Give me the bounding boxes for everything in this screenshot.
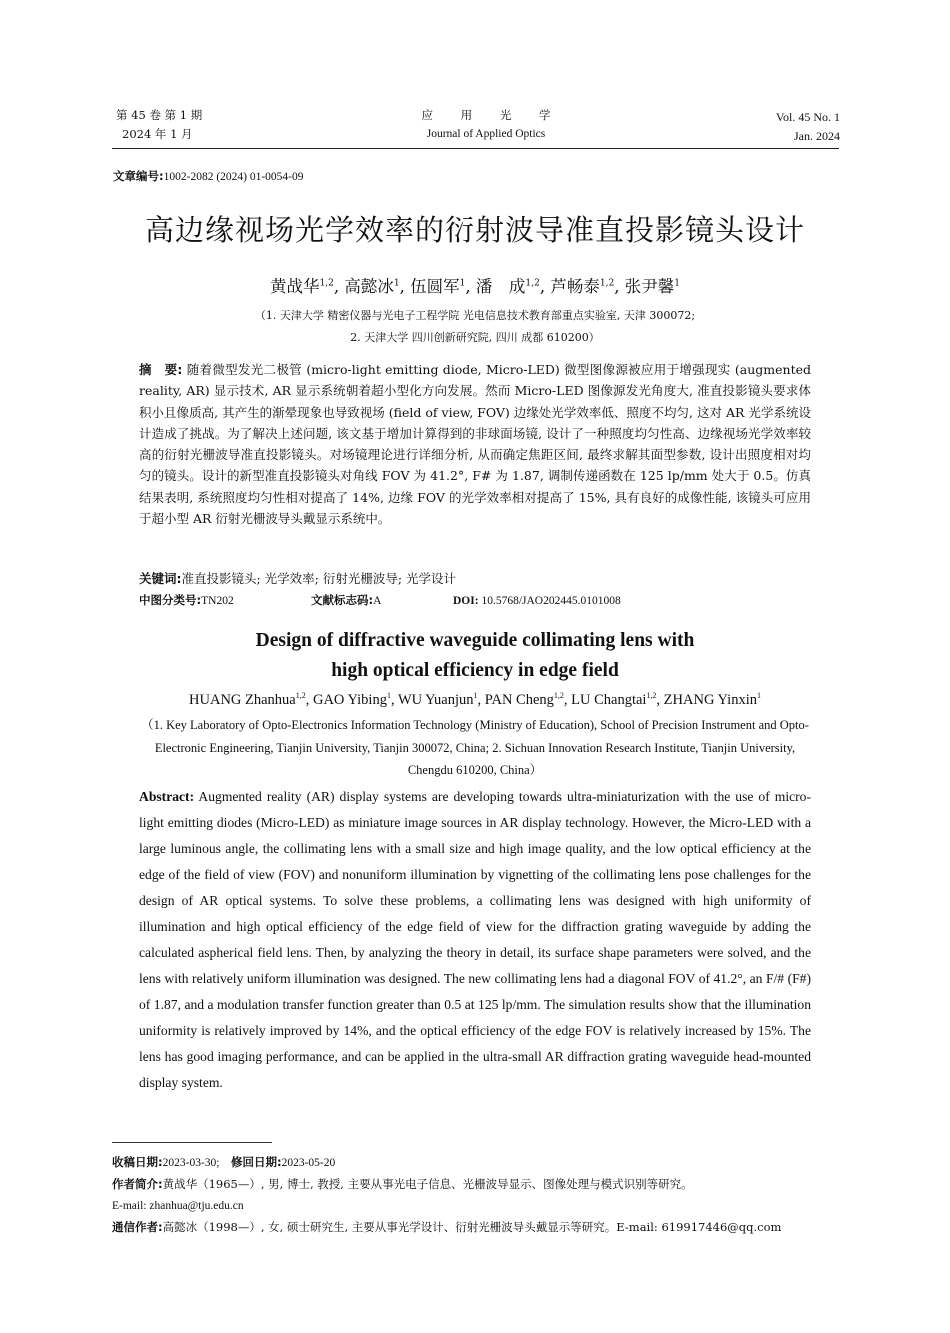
doc-code-label: 文献标志码: [311, 593, 374, 607]
affiliation-en: （1. Key Laboratory of Opto-Electronics Information Technology (Ministry of Education), School of Precision Instrument and Opto-Electronic Engineering, Tianjin University, Tianjin 300072, China; 2. Sichuan Innovation Research Institute, Tianjin University, Chengdu 610200, China） [141, 718, 809, 777]
authors-en: HUANG Zhanhua$^{1,2}$, GAO Yibing$^1$, WU Yuanjun$^1$, PAN Cheng$^{1,2}$, LU Changtai$^{1,2}$, ZHANG Yinxin$^1$ [189, 691, 761, 708]
abstract-en [139, 784, 811, 1096]
author-en: HUANG Zhanhua [189, 692, 296, 708]
classification-line [139, 592, 811, 608]
title-en-line: Design of diffractive waveguide collimating lens with [255, 630, 695, 651]
doi-value: 10.5768/JAO202445.0101008 [481, 595, 621, 607]
author-en-affiliation: 1,2 [295, 691, 306, 701]
article-number-value: 1002-2082 (2024) 01-0054-09 [163, 171, 304, 183]
clc-label: 中图分类号: [139, 593, 202, 607]
article-number [113, 168, 304, 184]
received-date: 2023-03-30; [162, 1157, 220, 1169]
author-en: WU Yuanjun [397, 692, 474, 708]
author-en: PAN Cheng [484, 692, 554, 708]
author-en-affiliation: 1 [473, 691, 478, 701]
journal-name-en: Journal of Applied Optics [426, 128, 546, 140]
author-cn: 潘 成 [475, 277, 526, 296]
abstract-cn-label: 摘 要: [139, 362, 183, 377]
doi-label: DOI: [453, 595, 479, 607]
revised-label: 修回日期: [230, 1155, 282, 1169]
running-header-right [776, 108, 840, 146]
title-cn: 高边缘视场光学效率的衍射波导准直投影镜头设计 [144, 213, 805, 247]
corresponding-author-note [112, 1217, 852, 1238]
keywords-cn [139, 568, 811, 589]
author-cn-affiliation: 1 [674, 278, 681, 289]
abstract-en-text: Augmented reality (AR) display systems are developing towards ultra-miniaturization with the use of micro-light emitting diodes (Micro-LED) as miniature image sources in AR display technology. However, the Micro-LED with a large luminous angle, the collimating lens with a small size and high image quality, and the low optical efficiency at the edge of the field of view (FOV) and nonuniform illumination by vignetting of the collimating lens pose challenges for the design of AR optical systems. To solve these problems, a collimating lens was designed with high uniformity of illumination and high optical efficiency of the edge field of view for the diffraction grating waveguide by adding the calculated aspherical field lens. Then, by analyzing the theory in detail, its surface shape parameters were solved, and the lens with relatively uniform illumination was designed. The new collimating lens had a diagonal FOV of 41.2°, an F/# (F#) of 1.87, and a modulation transfer function greater than 0.5 at 125 lp/mm. The simulation results show that the illumination uniformity is relatively improved by 14%, and the optical efficiency of the edge FOV is relatively increased by 15%. The lens has good imaging performance, and can be applied in the ultra-small AR diffraction grating waveguide head-mounted display system. [139, 789, 811, 1090]
footnote-rule [112, 1142, 272, 1143]
date-cn: 2024 年 1 月 [122, 127, 193, 141]
author-en-affiliation: 1,2 [553, 691, 564, 701]
author-bio-note [112, 1174, 852, 1195]
bio-label: 作者简介: [112, 1177, 163, 1192]
abstract-cn-text: 随着微型发光二极管 (micro-light emitting diode, Micro-LED) 微型图像源被应用于增强现实 (augmented reality, AR) 显示技术, AR 显示系统朝着超小型化方向发展。然而 Micro-LED 图像源发光角度大, 准直投影镜头要求体积小且像质高, 其产生的渐晕现象也导致视场 (field of view, FOV) 边缘处光学效率低、照度不均匀, 这对 AR 光学系统设计造成了挑战。为了解决上述问题, 该文基于增加计算得到的非球面场镜, 设计了一种照度均匀性高、边缘视场光学效率较高的衍射光栅波导准直投影镜头。对场镜理论进行详细分析, 从而确定焦距区间, 最终求解其面型参数, 设计出照度相对均匀的镜头。设计的新型准直投影镜头对角线 FOV 为 41.2°, F# 为 1.87, 调制传递函数在 125 lp/mm 处大于 0.5。仿真结果表明, 系统照度均匀性相对提高了 14%, 边缘 FOV 的光学效率相对提高了 15%, 具有良好的成像性能, 该镜头可应用于超小型 AR 衍射光栅波导头戴显示系统中。 [139, 362, 812, 527]
volume-issue-cn: 第 45 卷 第 1 期 [116, 108, 203, 122]
date-en: Jan. 2024 [794, 129, 840, 143]
clc-value: TN202 [201, 595, 234, 607]
footnotes [112, 1152, 852, 1238]
abstract-cn [139, 359, 811, 529]
bio-text: 黄战华（1965—）, 男, 博士, 教授, 主要从事光电子信息、光栅波导显示、图像处理与模式识别等研究。 [162, 1177, 693, 1192]
author-cn-affiliation: 1,2 [319, 278, 334, 289]
journal-name-cn: 应 用 光 学 [421, 108, 563, 122]
author-cn-affiliation: 1 [459, 278, 466, 289]
article-number-label: 文章编号: [113, 169, 164, 183]
keywords-text: 准直投影镜头; 光学效率; 衍射光栅波导; 光学设计 [181, 571, 457, 586]
author-en-affiliation: 1 [386, 691, 391, 701]
author-cn: 高懿冰 [344, 277, 394, 296]
author-en-affiliation: 1,2 [646, 691, 657, 701]
author-cn: 黄战华 [269, 277, 320, 296]
affiliation-cn [80, 305, 870, 349]
author-cn: 伍圆军 [410, 277, 460, 296]
authors-cn: 黄战华$^{1,2}$, 高懿冰$^1$, 伍圆军$^1$, 潘 成$^{1,2}$, 芦畅泰$^{1,2}$, 张尹馨$^1$ [269, 277, 681, 296]
author-en: LU Changtai [571, 692, 647, 708]
doc-code-value: A [373, 595, 382, 607]
corresponding-label: 通信作者: [112, 1219, 163, 1234]
header-rule [112, 148, 839, 149]
author-cn: 张尹馨 [624, 277, 675, 296]
affiliation-cn-line: 2. 天津大学 四川创新研究院, 四川 成都 610200） [350, 331, 600, 344]
corresponding-text: 高懿冰（1998—）, 女, 硕士研究生, 主要从事光学设计、衍射光栅波导头戴显示等研究。E-mail: 619917446@qq.com [162, 1219, 782, 1234]
author-en: ZHANG Yinxin [663, 692, 757, 708]
running-header-left [116, 106, 202, 144]
dates-note [112, 1152, 852, 1174]
author-cn: 芦畅泰 [550, 277, 600, 296]
author-cn-affiliation: 1,2 [525, 278, 540, 289]
volume-issue-en: Vol. 45 No. 1 [775, 110, 840, 124]
author-cn-affiliation: 1,2 [599, 278, 615, 289]
author-en: GAO Yibing [312, 692, 387, 708]
received-label: 收稿日期: [112, 1155, 163, 1169]
title-en [150, 626, 800, 686]
abstract-en-label: Abstract: [139, 789, 195, 804]
author-en-affiliation: 1 [756, 691, 761, 701]
affiliation-cn-line: （1. 天津大学 精密仪器与光电子工程学院 光电信息技术教育部重点实验室, 天津 300072; [254, 309, 696, 322]
running-header-center [300, 106, 672, 144]
revised-date: 2023-05-20 [281, 1157, 336, 1169]
bio-email: E-mail: zhanhua@tju.edu.cn [112, 1199, 244, 1212]
title-en-line: high optical efficiency in edge field [331, 660, 619, 681]
author-cn-affiliation: 1 [393, 278, 400, 289]
keywords-label: 关键词: [139, 571, 182, 586]
